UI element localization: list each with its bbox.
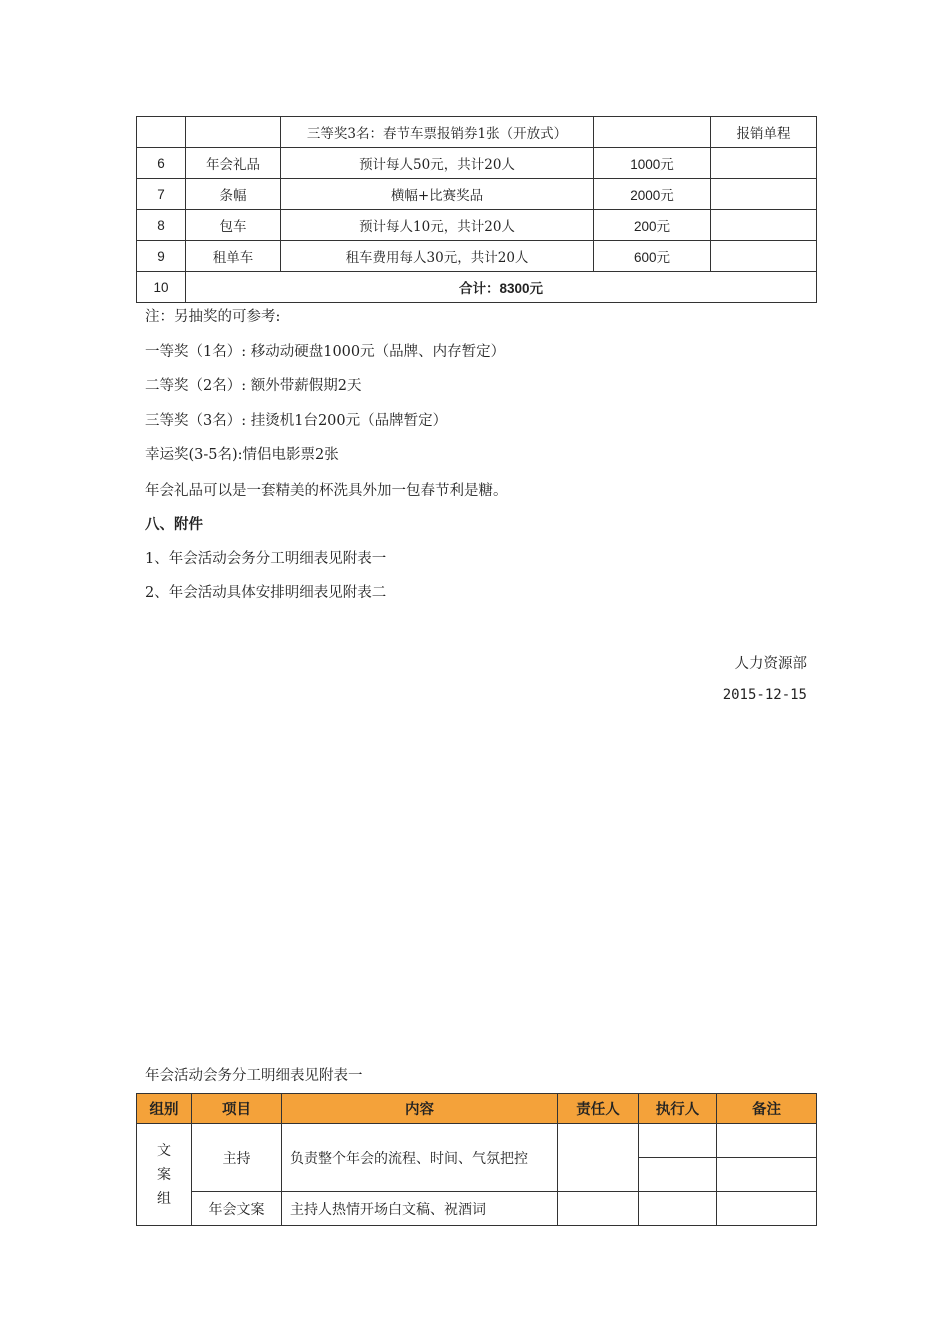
row-amount: 600元 <box>594 241 711 272</box>
header-group: 组别 <box>137 1094 192 1124</box>
row-number: 10 <box>137 272 186 303</box>
table-row <box>137 117 817 148</box>
prize-third: 三等奖（3名）: 挂烫机1台200元（品牌暂定） <box>145 413 448 429</box>
row-number <box>137 117 186 148</box>
row-detail: 租车费用每人30元，共计20人 <box>281 241 594 272</box>
header-owner: 责任人 <box>558 1094 639 1124</box>
row-detail: 预计每人10元，共计20人 <box>281 210 594 241</box>
prize-second: 二等奖（2名）: 额外带薪假期2天 <box>145 378 362 394</box>
row-number: 8 <box>137 210 186 241</box>
group-label-char: 文 <box>157 1142 171 1159</box>
header-row <box>137 1094 817 1124</box>
row-remark <box>717 1192 817 1226</box>
header-item: 项目 <box>192 1094 282 1124</box>
row-content: 主持人热情开场白文稿、祝酒词 <box>282 1192 558 1226</box>
row-amount: 200元 <box>594 210 711 241</box>
prize-first: 一等奖（1名）: 移动动硬盘1000元（品牌、内存暂定） <box>145 344 506 360</box>
row-number: 6 <box>137 148 186 179</box>
department-signature: 人力资源部 <box>734 656 807 672</box>
row-item <box>186 117 281 148</box>
table-row <box>137 1192 817 1226</box>
row-remark <box>717 1124 817 1158</box>
row-item: 包车 <box>186 210 281 241</box>
row-note <box>711 241 817 272</box>
row-note <box>711 148 817 179</box>
prize-lucky: 幸运奖(3-5名):情侣电影票2张 <box>145 447 339 463</box>
row-remark <box>717 1158 817 1192</box>
row-owner <box>558 1192 639 1226</box>
attachment-item-2: 2、年会活动具体安排明细表见附表二 <box>145 585 387 601</box>
table-row <box>137 1124 817 1158</box>
row-executor <box>639 1124 717 1158</box>
row-content: 负责整个年会的流程、时间、气氛把控 <box>282 1124 558 1192</box>
row-note: 报销单程 <box>711 117 817 148</box>
row-executor <box>639 1192 717 1226</box>
row-item: 主持 <box>192 1124 282 1192</box>
total-label: 合计：8300元 <box>186 272 817 303</box>
row-number: 9 <box>137 241 186 272</box>
attachments-heading: 八、附件 <box>145 517 203 533</box>
gift-note: 年会礼品可以是一套精美的杯洗具外加一包春节利是糖。 <box>145 483 508 499</box>
row-amount: 1000元 <box>594 148 711 179</box>
group-label-char: 案 <box>157 1166 171 1183</box>
row-item: 年会文案 <box>192 1192 282 1226</box>
budget-table <box>136 116 817 303</box>
group-label-char: 组 <box>157 1190 171 1207</box>
group-cell <box>137 1124 192 1226</box>
row-item: 年会礼品 <box>186 148 281 179</box>
total-row <box>137 272 817 303</box>
row-note <box>711 179 817 210</box>
row-amount: 2000元 <box>594 179 711 210</box>
row-executor <box>639 1158 717 1192</box>
duty-table-caption: 年会活动会务分工明细表见附表一 <box>145 1068 363 1084</box>
notes-heading: 注：另抽奖的可参考: <box>145 309 281 325</box>
row-note <box>711 210 817 241</box>
attachment-item-1: 1、年会活动会务分工明细表见附表一 <box>145 551 387 567</box>
table-row <box>137 179 817 210</box>
row-detail: 三等奖3名：春节车票报销券1张（开放式） <box>281 117 594 148</box>
header-remark: 备注 <box>717 1094 817 1124</box>
row-item: 租单车 <box>186 241 281 272</box>
duty-table <box>136 1093 817 1226</box>
table-row <box>137 210 817 241</box>
header-content: 内容 <box>282 1094 558 1124</box>
row-item: 条幅 <box>186 179 281 210</box>
row-number: 7 <box>137 179 186 210</box>
table-row <box>137 241 817 272</box>
group-label <box>137 1139 191 1211</box>
row-amount <box>594 117 711 148</box>
row-detail: 横幅+比赛奖品 <box>281 179 594 210</box>
row-detail: 预计每人50元，共计20人 <box>281 148 594 179</box>
signature-date: 2015-12-15 <box>722 687 807 703</box>
row-owner <box>558 1124 639 1192</box>
header-executor: 执行人 <box>639 1094 717 1124</box>
table-row <box>137 148 817 179</box>
